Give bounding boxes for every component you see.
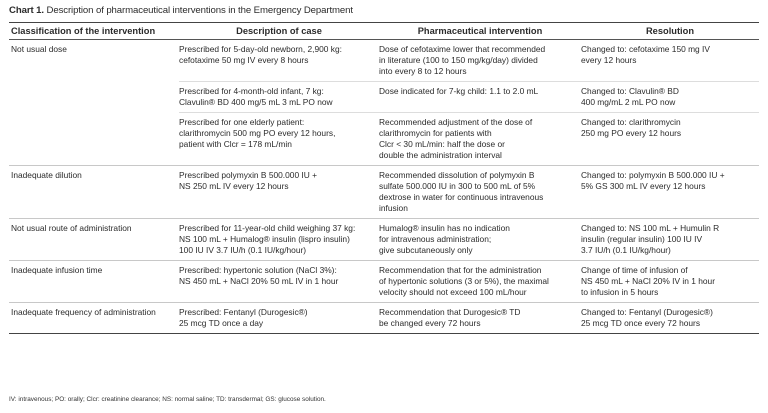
column-header-classification: Classification of the intervention — [9, 23, 179, 40]
table-caption — [9, 5, 353, 16]
description-line: clarithromycin 500 mg PO every 12 hours, — [179, 128, 336, 138]
intervention-line: in literature (100 to 150 mg/kg/day) divided — [379, 55, 538, 65]
cell-intervention — [379, 40, 581, 82]
resolution-line: Changed to: clarithromycin — [581, 117, 681, 127]
resolution-line: NS 450 mL + NaCl 20% IV in 1 hour — [581, 276, 715, 286]
cell-description — [179, 40, 379, 82]
resolution-line: to infusion in 5 hours — [581, 287, 659, 297]
table-row — [9, 219, 759, 261]
cell-resolution — [581, 219, 759, 261]
cell-description — [179, 219, 379, 261]
description-line: Clavulin® BD 400 mg/5 mL 3 mL PO now — [179, 97, 333, 107]
resolution-line: Changed to: polymyxin B 500.000 IU + — [581, 170, 725, 180]
cell-intervention — [379, 219, 581, 261]
cell-classification: Inadequate frequency of administration — [9, 303, 179, 334]
resolution-line: 25 mcg TD once every 72 hours — [581, 318, 701, 328]
cell-classification: Inadequate infusion time — [9, 261, 179, 303]
description-line: Prescribed for one elderly patient: — [179, 117, 305, 127]
intervention-line: be changed every 72 hours — [379, 318, 481, 328]
resolution-line: Changed to: Fentanyl (Durogesic®) — [581, 307, 713, 317]
caption-text: Description of pharmaceutical interventions in the Emergency Department — [46, 5, 353, 16]
description-line: NS 450 mL + NaCl 20% 50 mL IV in 1 hour — [179, 276, 339, 286]
intervention-line: into every 8 to 12 hours — [379, 66, 467, 76]
description-line: NS 250 mL IV every 12 hours — [179, 181, 289, 191]
cell-classification: Inadequate dilution — [9, 166, 179, 219]
intervention-line: infusion — [379, 203, 408, 213]
interventions-table — [9, 22, 759, 334]
footnote: IV: intravenous; PO: orally; Clcr: creatinine clearance; NS: normal saline; TD: transdermal; GS: glucose solution. — [9, 396, 326, 403]
resolution-line: 3.7 IU/h (0.1 IU/kg/hour) — [581, 245, 671, 255]
resolution-line: every 12 hours — [581, 55, 637, 65]
column-header-resolution: Resolution — [581, 23, 759, 40]
intervention-line: double the administration interval — [379, 150, 502, 160]
description-line: 25 mcg TD once a day — [179, 318, 264, 328]
cell-intervention — [379, 261, 581, 303]
cell-classification — [9, 113, 179, 166]
resolution-line: 5% GS 300 mL IV every 12 hours — [581, 181, 706, 191]
intervention-line: Dose indicated for 7-kg child: 1.1 to 2.0 mL — [379, 86, 539, 96]
cell-description — [179, 113, 379, 166]
cell-resolution — [581, 261, 759, 303]
description-line: cefotaxime 50 mg IV every 8 hours — [179, 55, 309, 65]
cell-resolution — [581, 40, 759, 82]
resolution-line: Change of time of infusion of — [581, 265, 688, 275]
cell-intervention — [379, 166, 581, 219]
resolution-line: Changed to: NS 100 mL + Humulin R — [581, 223, 720, 233]
cell-intervention — [379, 82, 581, 113]
intervention-line: of hypertonic solutions (3 or 5%), the maximal — [379, 276, 549, 286]
table-row — [9, 166, 759, 219]
cell-classification: Not usual dose — [11, 44, 67, 54]
resolution-line: 400 mg/mL 2 mL PO now — [581, 97, 676, 107]
description-line: patient with Clcr = 178 mL/min — [179, 139, 292, 149]
description-line: 100 IU IV 3.7 IU/h (0.1 IU/kg/hour) — [179, 245, 307, 255]
intervention-line: Humalog® insulin has no indication — [379, 223, 510, 233]
intervention-line: give subcutaneously only — [379, 245, 473, 255]
resolution-line: Changed to: Clavulin® BD — [581, 86, 679, 96]
intervention-line: Recommended adjustment of the dose of — [379, 117, 533, 127]
description-line: Prescribed: Fentanyl (Durogesic®) — [179, 307, 308, 317]
cell-resolution — [581, 82, 759, 113]
cell-resolution — [581, 303, 759, 334]
cell-intervention — [379, 113, 581, 166]
description-line: Prescribed: hypertonic solution (NaCl 3%): — [179, 265, 337, 275]
intervention-line: Recommended dissolution of polymyxin B — [379, 170, 535, 180]
cell-classification — [9, 82, 179, 113]
resolution-line: insulin (regular insulin) 100 IU IV — [581, 234, 703, 244]
intervention-line: sulfate 500.000 IU in 300 to 500 mL of 5% — [379, 181, 536, 191]
description-line: NS 100 mL + Humalog® insulin (lispro insulin) — [179, 234, 350, 244]
description-line: Prescribed polymyxin B 500.000 IU + — [179, 170, 318, 180]
cell-classification: Not usual route of administration — [9, 219, 179, 261]
intervention-line: velocity should not exceed 100 mL/hour — [379, 287, 527, 297]
description-line: Prescribed for 4-month-old infant, 7 kg: — [179, 86, 324, 96]
table-row — [9, 261, 759, 303]
intervention-line: for intravenous administration; — [379, 234, 492, 244]
intervention-line: clarithromycin for patients with — [379, 128, 492, 138]
table-row — [9, 303, 759, 334]
intervention-line: dextrose in water for continuous intravenous — [379, 192, 544, 202]
cell-description — [179, 166, 379, 219]
caption-label: Chart 1. — [9, 5, 44, 16]
table-header-row — [9, 23, 759, 40]
table-row — [9, 113, 759, 166]
resolution-line: Changed to: cefotaxime 150 mg IV — [581, 44, 710, 54]
cell-intervention — [379, 303, 581, 334]
cell-description — [179, 261, 379, 303]
intervention-line: Recommendation that Durogesic® TD — [379, 307, 521, 317]
cell-resolution — [581, 166, 759, 219]
intervention-line: Recommendation that for the administration — [379, 265, 542, 275]
column-header-description: Description of case — [179, 23, 379, 40]
intervention-line: Clcr < 30 mL/min: half the dose or — [379, 139, 505, 149]
cell-description — [179, 303, 379, 334]
table-row — [9, 82, 759, 113]
description-line: Prescribed for 11-year-old child weighing 37 kg: — [179, 223, 356, 233]
cell-description — [179, 82, 379, 113]
column-header-intervention: Pharmaceutical intervention — [379, 23, 581, 40]
resolution-line: 250 mg PO every 12 hours — [581, 128, 682, 138]
table-body — [9, 40, 759, 334]
table-row — [9, 40, 759, 82]
cell-resolution — [581, 113, 759, 166]
intervention-line: Dose of cefotaxime lower that recommended — [379, 44, 546, 54]
description-line: Prescribed for 5-day-old newborn, 2,900 kg: — [179, 44, 342, 54]
